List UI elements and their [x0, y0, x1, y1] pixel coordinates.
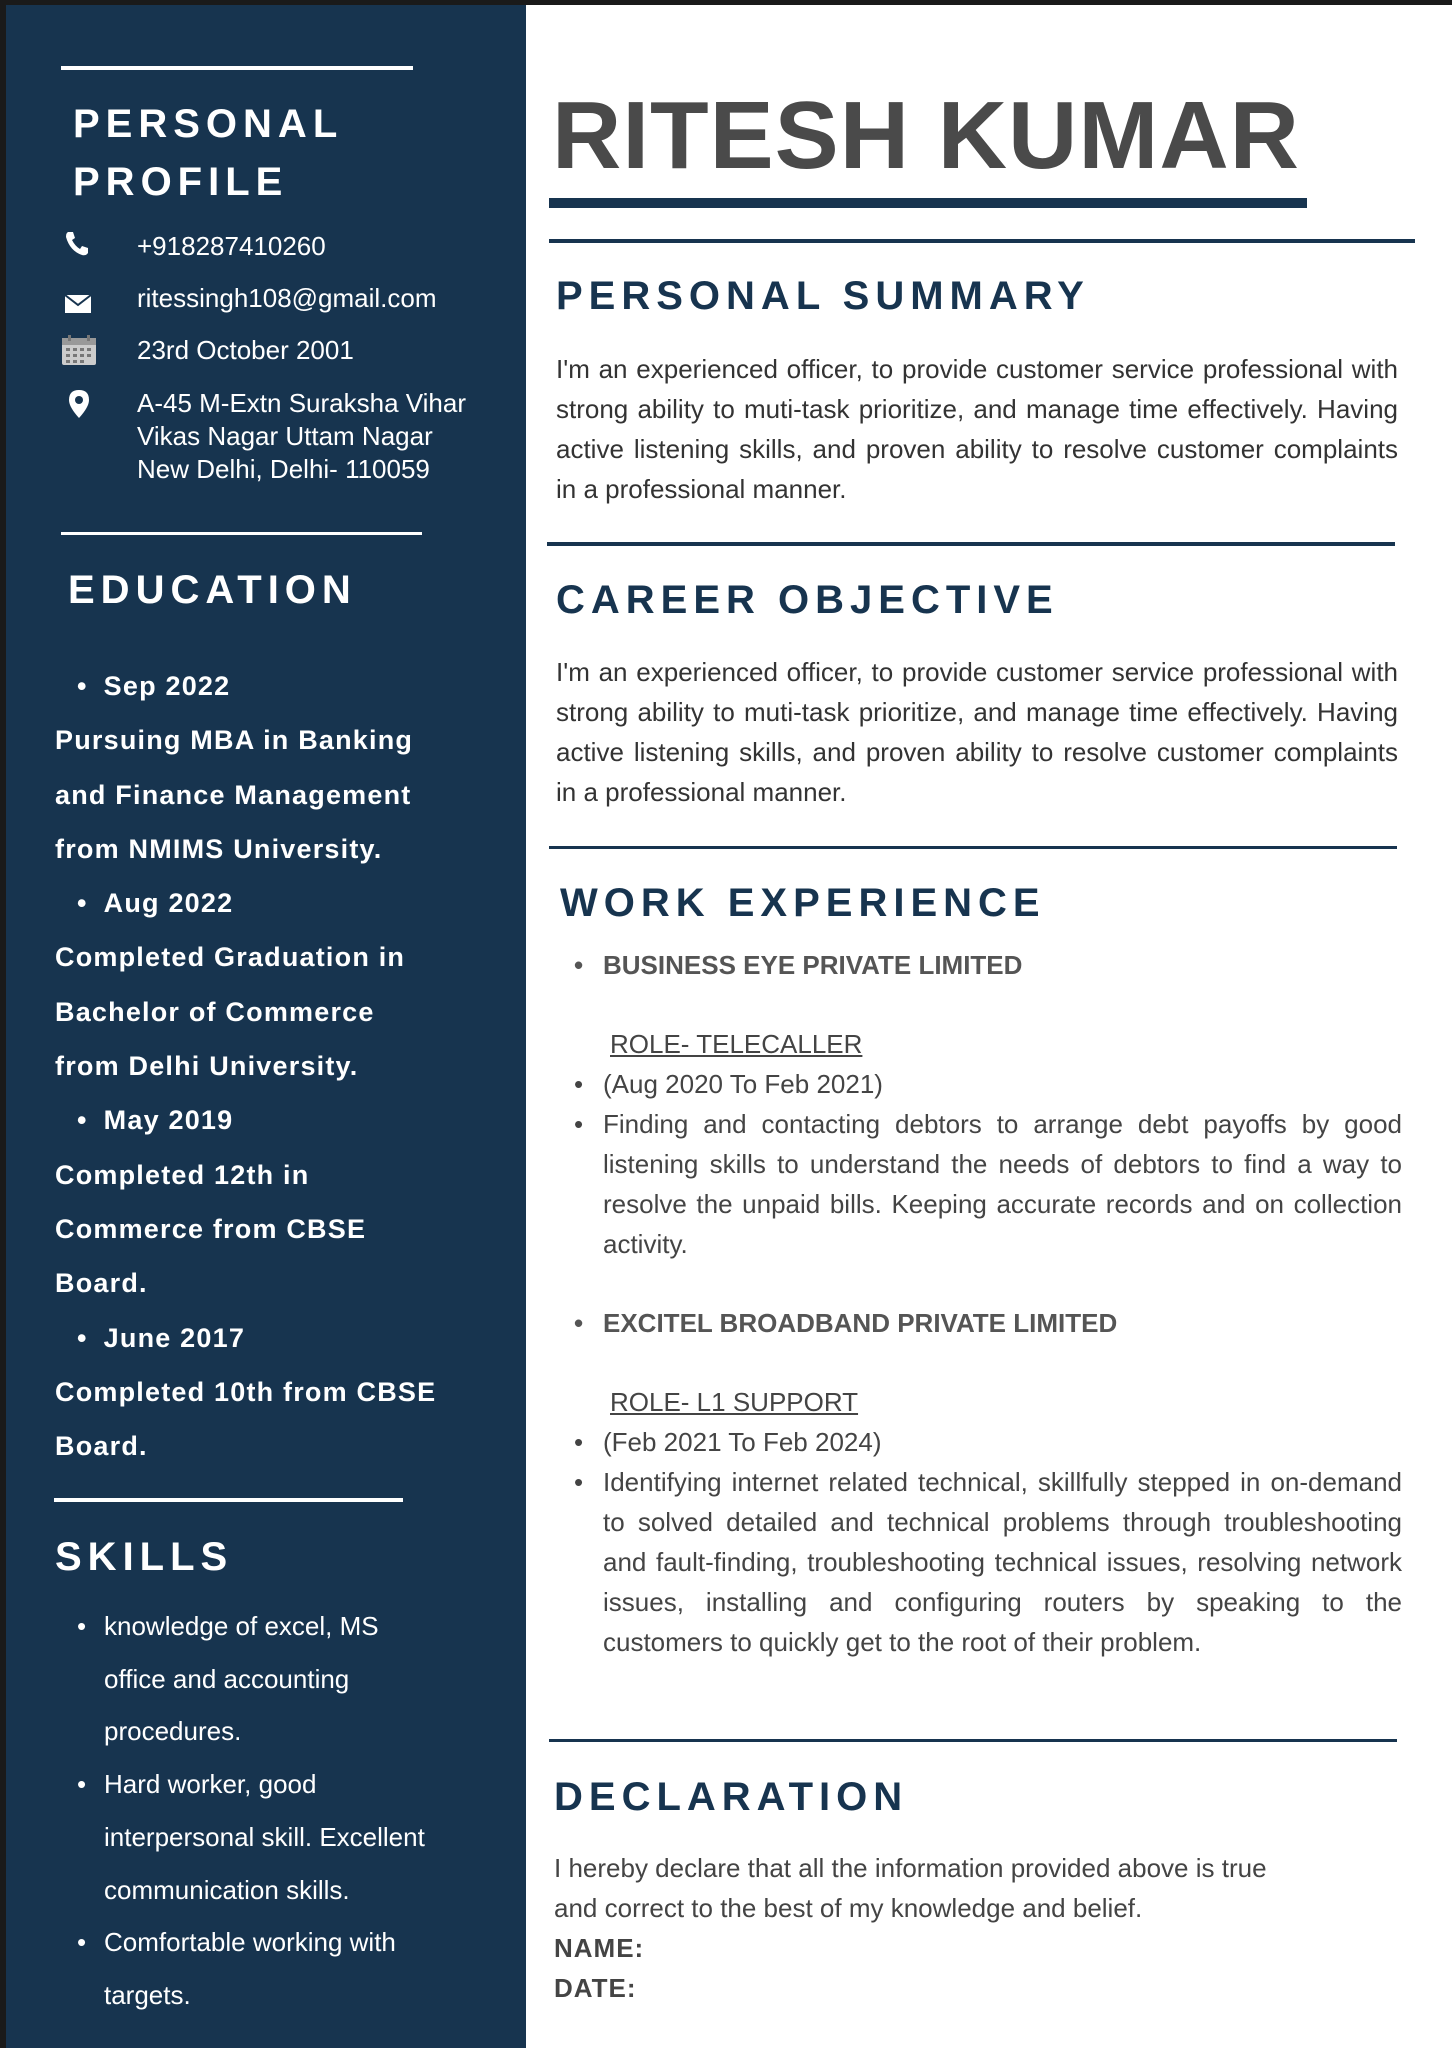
profile-heading-line1: PERSONAL — [73, 102, 344, 146]
job-description: • Finding and contacting debtors to arrange debt payoffs by good listening skills to understand the needs of debtors to find a way to resolve the unpaid bills. Keeping accurate records and on collection activity. — [556, 1104, 1402, 1264]
education-detail: and Finance Management — [55, 779, 412, 810]
skills-heading: SKILLS — [55, 1535, 234, 1579]
education-date: • Aug 2022 — [55, 876, 495, 930]
education-item — [55, 659, 495, 876]
profile-top-divider — [61, 66, 413, 70]
education-heading: EDUCATION — [68, 568, 357, 612]
work-experience-list — [556, 945, 1402, 1662]
mail-icon — [64, 294, 100, 330]
skill-line: • knowledge of excel, MS — [104, 1611, 379, 1641]
education-divider — [61, 532, 422, 535]
declaration-heading: DECLARATION — [554, 1775, 909, 1819]
summary-text: I'm an experienced officer, to provide customer service professional with strong ability to muti-task prioritize, and manage time effectively. Having active listening skills, and proven ability to resolve customer complaints in a professional manner. — [556, 354, 1398, 504]
email-address: ritessingh108@gmail.com — [137, 283, 437, 313]
job-role: ROLE- L1 SUPPORT — [610, 1387, 859, 1417]
education-detail: Board. — [55, 1431, 148, 1462]
date-of-birth: 23rd October 2001 — [137, 335, 354, 365]
address — [137, 387, 527, 486]
phone-icon — [64, 230, 100, 266]
skill-item — [55, 1758, 495, 1916]
education-date: • Sep 2022 — [55, 659, 495, 713]
declaration-text-line1: I hereby declare that all the information provided above is true — [554, 1853, 1267, 1883]
declaration-divider — [549, 1739, 1397, 1742]
objective-text: I'm an experienced officer, to provide customer service professional with strong ability to muti-task prioritize, and manage time effectively. Having active listening skills, and proven ability to resolve customer complaints in a professional manner. — [556, 657, 1398, 807]
education-detail: from NMIMS University. — [55, 833, 383, 864]
skill-line: interpersonal skill. Excellent — [104, 1821, 425, 1852]
sidebar — [6, 5, 526, 2048]
summary-divider — [549, 239, 1415, 243]
skill-line: office and accounting — [104, 1663, 350, 1694]
calendar-icon — [61, 334, 97, 370]
skill-line: communication skills. — [104, 1874, 350, 1905]
education-detail: Completed Graduation in — [55, 942, 406, 973]
work-heading: WORK EXPERIENCE — [560, 881, 1046, 925]
skill-line: procedures. — [104, 1716, 242, 1747]
objective-divider — [547, 542, 1395, 546]
skills-list — [55, 1600, 495, 2022]
profile-heading-line2: PROFILE — [73, 160, 289, 204]
summary-heading: PERSONAL SUMMARY — [556, 274, 1090, 318]
declaration-name-label: NAME: — [554, 1933, 645, 1963]
address-line2: Vikas Nagar Uttam Nagar — [137, 421, 433, 451]
location-pin-icon — [68, 389, 104, 425]
job-period: • (Aug 2020 To Feb 2021) — [556, 1064, 1402, 1104]
job-period: • (Feb 2021 To Feb 2024) — [556, 1422, 1402, 1462]
skills-divider — [54, 1498, 403, 1502]
company-name: • BUSINESS EYE PRIVATE LIMITED — [556, 945, 1402, 985]
candidate-name: RITESH KUMAR — [552, 82, 1300, 189]
work-divider — [549, 846, 1397, 849]
skill-line: • Hard worker, good — [104, 1769, 317, 1800]
declaration-block — [554, 1848, 1414, 2008]
name-underline — [549, 198, 1307, 208]
education-detail: Board. — [55, 1268, 148, 1299]
job-entry — [556, 945, 1402, 1264]
education-list — [55, 659, 495, 1473]
education-detail: Completed 10th from CBSE — [55, 1376, 437, 1407]
address-line1: A-45 M-Extn Suraksha Vihar — [137, 388, 466, 418]
objective-heading: CAREER OBJECTIVE — [556, 578, 1059, 622]
address-line3: New Delhi, Delhi- 110059 — [137, 454, 430, 484]
job-role: ROLE- TELECALLER — [610, 1029, 863, 1059]
education-detail: Pursuing MBA in Banking — [55, 725, 414, 756]
education-date: • June 2017 — [55, 1311, 495, 1365]
main-content — [526, 5, 1452, 2048]
skill-item — [55, 1916, 495, 2021]
education-detail: Commerce from CBSE — [55, 1213, 367, 1244]
skill-line: • Comfortable working with — [104, 1927, 396, 1958]
resume-page — [6, 5, 1452, 2048]
education-detail: Bachelor of Commerce — [55, 996, 375, 1027]
education-item — [55, 1311, 495, 1474]
skill-line: targets. — [104, 1979, 191, 2010]
job-entry — [556, 1303, 1402, 1662]
profile-heading — [73, 95, 343, 211]
company-name: • EXCITEL BROADBAND PRIVATE LIMITED — [556, 1303, 1402, 1343]
phone-number: +918287410260 — [137, 231, 326, 261]
education-date: • May 2019 — [55, 1093, 495, 1147]
declaration-date-label: DATE: — [554, 1973, 637, 2003]
education-detail: Completed 12th in — [55, 1159, 310, 1190]
skill-item — [55, 1600, 495, 1758]
education-item — [55, 876, 495, 1093]
education-detail: from Delhi University. — [55, 1051, 359, 1082]
job-description: • Identifying internet related technical, skillfully stepped in on-demand to solved detailed and technical problems through troubleshooting and fault-finding, troubleshooting technical issues, resolving network issues, installing and configuring routers by speaking to the customers to quickly get to the root of their problem. — [556, 1462, 1402, 1662]
declaration-text-line2: and correct to the best of my knowledge and belief. — [554, 1893, 1143, 1923]
education-item — [55, 1093, 495, 1310]
